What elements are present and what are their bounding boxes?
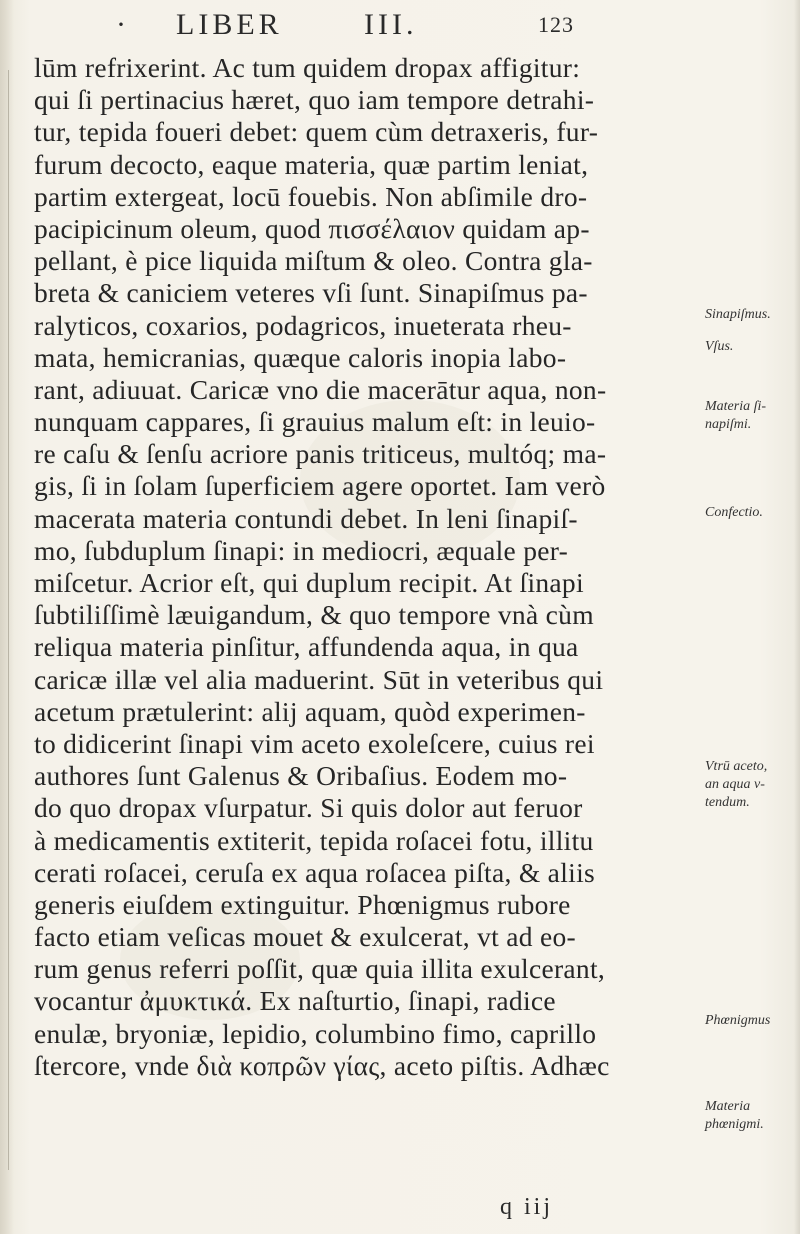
margin-note: phœnigmi. [705,1117,764,1132]
text-line: enulæ, bryoniæ, lepidio, columbino fimo, caprillo [34,1017,597,1049]
body-text [34,52,758,1082]
text-line: ſubtiliſſimè læuigandum, & quo tempore vnà cùm [34,599,594,631]
margin-note: Vſus. [705,339,734,354]
text-line: reliqua materia pinſitur, affundenda aqua, in qua [34,631,579,663]
text-line: re caſu & ſenſu acriore panis triticeus, multóq; ma- [34,438,607,470]
text-line: à medicamentis extiterit, tepida roſacei fotu, illitu [34,824,594,856]
text-line: rant, adiuuat. Caricæ vno die macerātur aqua, non- [34,373,607,405]
margin-note: tendum. [705,795,750,810]
margin-notes [705,0,800,1234]
text-line: generis eiuſdem extinguitur. Phœnigmus rubore [34,888,571,920]
text-line: qui ſi pertinacius hæret, quo iam tempore detrahi- [34,84,595,116]
text-line: acetum prætulerint: alij aquam, quòd experimen- [34,695,586,727]
text-line: partim extergeat, locū fouebis. Non abſimile dro- [34,180,588,212]
margin-note: Materia [705,1099,751,1114]
text-line: lūm refrixerint. Ac tum quidem dropax affigitur: [34,52,581,83]
text-line: to didicerint ſinapi vim aceto exoleſcere, cuius rei [34,727,595,759]
text-line: ralyticos, coxarios, podagricos, inueterata rheu- [34,309,572,341]
text-line: ſtercore, vnde διὰ κοπρῶν γίας, aceto piſtis. Adhæc [34,1049,610,1081]
text-line: authores ſunt Galenus & Oribaſius. Eodem mo- [34,760,568,792]
text-line: miſcetur. Acrior eſt, qui duplum recipit. At ſinapi [34,567,584,598]
header-book-number: III. [364,8,418,41]
running-head [116,8,676,44]
margin-note: Confectio. [705,505,763,520]
text-line: rum genus referri poſſit, quæ quia illita exulcerant, [34,953,606,985]
header-dot: · [116,8,130,41]
margin-note: Phœnigmus [705,1013,771,1028]
margin-note: napiſmi. [705,417,752,432]
page-number: 123 [538,12,574,37]
spine-line [8,70,9,1170]
text-line: gis, ſi in ſolam ſuperficiem agere oportet. Iam verò [34,470,606,502]
text-line: caricæ illæ vel alia maduerint. Sūt in veteribus qui [34,663,604,695]
text-line: facto etiam veſicas mouet & exulcerat, vt ad eo- [34,921,577,953]
text-line: macerata materia contundi debet. In leni ſinapiſ- [34,502,578,534]
text-line: pacipicinum oleum, quod πισσέλαιον quidam ap- [34,212,590,244]
margin-note: Vtrū aceto, [705,759,768,774]
text-line: vocantur ἀμυκτικά. Ex naſturtio, ſinapi, radice [34,985,556,1017]
spine-shadow [0,0,14,1234]
text-line: pellant, è pice liquida miſtum & oleo. Contra gla- [34,245,593,277]
text-line: nunquam cappares, ſi grauius malum eſt: in leuio- [34,406,596,438]
margin-note: an aqua v- [705,777,765,792]
text-line: breta & caniciem veteres vſi ſunt. Sinapiſmus pa- [34,277,588,309]
text-line: mata, hemicranias, quæque caloris inopia labo- [34,341,567,373]
signature-mark: q iij [500,1194,554,1220]
margin-note: Sinapiſmus. [705,307,771,322]
text-line: mo, ſubduplum ſinapi: in mediocri, æquale per- [34,534,569,566]
text-line: cerati roſacei, ceruſa ex aqua roſacea piſta, & aliis [34,856,596,888]
text-line: tur, tepida foueri debet: quem cùm detraxeris, fur- [34,116,599,148]
text-line: furum decocto, eaque materia, quæ partim leniat, [34,148,589,180]
margin-note: Materia ſi- [705,399,767,414]
header-liber: LIBER [176,8,283,41]
text-line: do quo dropax vſurpatur. Si quis dolor aut feruor [34,792,583,824]
